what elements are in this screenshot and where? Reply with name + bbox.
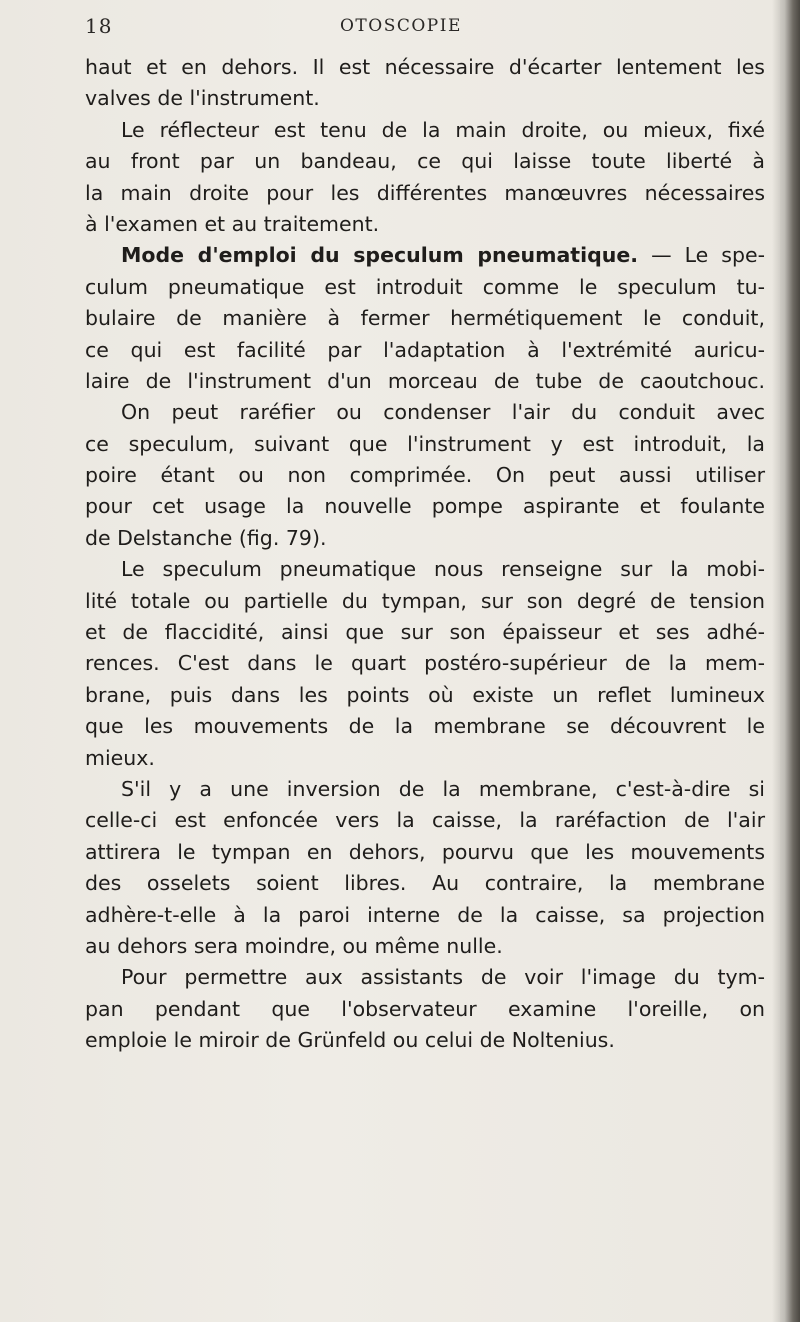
text-line <box>85 397 765 428</box>
text-line <box>85 554 765 585</box>
line-text: la main droite pour les différentes manœuvres nécessaires <box>85 180 765 205</box>
text-line <box>85 994 765 1025</box>
text-line <box>85 868 765 899</box>
text-line <box>85 1025 765 1056</box>
running-head: OTOSCOPIE <box>340 16 462 36</box>
line-text: et de flaccidité, ainsi que sur son épaisseur et ses adhé- <box>85 620 765 645</box>
line-text: S'il y a une inversion de la membrane, c'est-à-dire si <box>121 776 765 801</box>
text-line <box>85 366 765 397</box>
text-line <box>85 335 765 366</box>
line-text: Le réflecteur est tenu de la main droite, ou mieux, fixé <box>121 117 765 142</box>
text-line <box>85 962 765 993</box>
text-line <box>85 52 765 83</box>
text-line <box>85 146 765 177</box>
text-line <box>85 178 765 209</box>
text-line <box>85 115 765 146</box>
line-text: On peut raréfier ou condenser l'air du conduit avec <box>121 400 765 425</box>
line-text: laire de l'instrument d'un morceau de tube de caoutchouc. <box>85 368 765 393</box>
page-number: 18 <box>85 14 113 38</box>
text-line <box>85 209 765 240</box>
line-text: poire étant ou non comprimée. On peut aussi utiliser <box>85 463 765 488</box>
line-text: Pour permettre aux assistants de voir l'image du tym- <box>121 965 765 990</box>
section-heading: Mode d'emploi du speculum pneumatique. <box>121 243 639 268</box>
body-text <box>85 52 765 1057</box>
text-line <box>85 586 765 617</box>
text-line <box>85 931 765 962</box>
text-line <box>85 837 765 868</box>
line-text: culum pneumatique est introduit comme le speculum tu- <box>85 274 765 299</box>
text-line <box>85 240 765 271</box>
text-line <box>85 460 765 491</box>
line-text: au dehors sera moindre, ou même nulle. <box>85 933 503 958</box>
line-text: attirera le tympan en dehors, pourvu que les mouvements <box>85 839 765 864</box>
line-text: brane, puis dans les points où existe un reflet lumineux <box>85 682 765 707</box>
text-line <box>85 491 765 522</box>
text-line <box>85 648 765 679</box>
line-text: que les mouvements de la membrane se découvrent le <box>85 714 765 739</box>
text-line <box>85 900 765 931</box>
line-text: celle-ci est enfoncée vers la caisse, la raréfaction de l'air <box>85 808 765 833</box>
line-text: ce speculum, suivant que l'instrument y est introduit, la <box>85 431 765 456</box>
line-text: lité totale ou partielle du tympan, sur son degré de tension <box>85 588 765 613</box>
line-text: pan pendant que l'observateur examine l'oreille, on <box>85 996 765 1021</box>
line-text: bulaire de manière à fermer hermétiquement le conduit, <box>85 306 765 331</box>
line-text: Le speculum pneumatique nous renseigne sur la mobi- <box>121 557 765 582</box>
line-text: valves de l'instrument. <box>85 86 320 111</box>
text-line <box>85 711 765 742</box>
page-edge-shadow <box>772 0 800 1322</box>
line-text: des osselets soient libres. Au contraire, la membrane <box>85 871 765 896</box>
text-line <box>85 617 765 648</box>
text-line <box>85 303 765 334</box>
page-header <box>0 8 780 48</box>
text-line <box>85 523 765 554</box>
line-text: haut et en dehors. Il est nécessaire d'écarter lentement les <box>85 55 765 79</box>
line-text: mieux. <box>85 745 155 770</box>
text-line <box>85 83 765 114</box>
text-line <box>85 272 765 303</box>
line-text: au front par un bandeau, ce qui laisse toute liberté à <box>85 149 765 174</box>
text-line <box>85 743 765 774</box>
line-text: pour cet usage la nouvelle pompe aspirante et foulante <box>85 494 765 519</box>
text-line <box>85 774 765 805</box>
line-text: ce qui est facilité par l'adaptation à l'extrémité auricu- <box>85 337 765 362</box>
text-line <box>85 805 765 836</box>
line-text: de Delstanche (fig. 79). <box>85 525 327 550</box>
line-text: emploie le miroir de Grünfeld ou celui de Noltenius. <box>85 1028 615 1053</box>
line-text: adhère-t-elle à la paroi interne de la caisse, sa projection <box>85 902 765 927</box>
text-line <box>85 680 765 711</box>
line-text: rences. C'est dans le quart postéro-supérieur de la mem- <box>85 651 765 676</box>
line-text: — Le spe- <box>638 243 765 268</box>
text-line <box>85 429 765 460</box>
line-text: à l'examen et au traitement. <box>85 211 380 236</box>
